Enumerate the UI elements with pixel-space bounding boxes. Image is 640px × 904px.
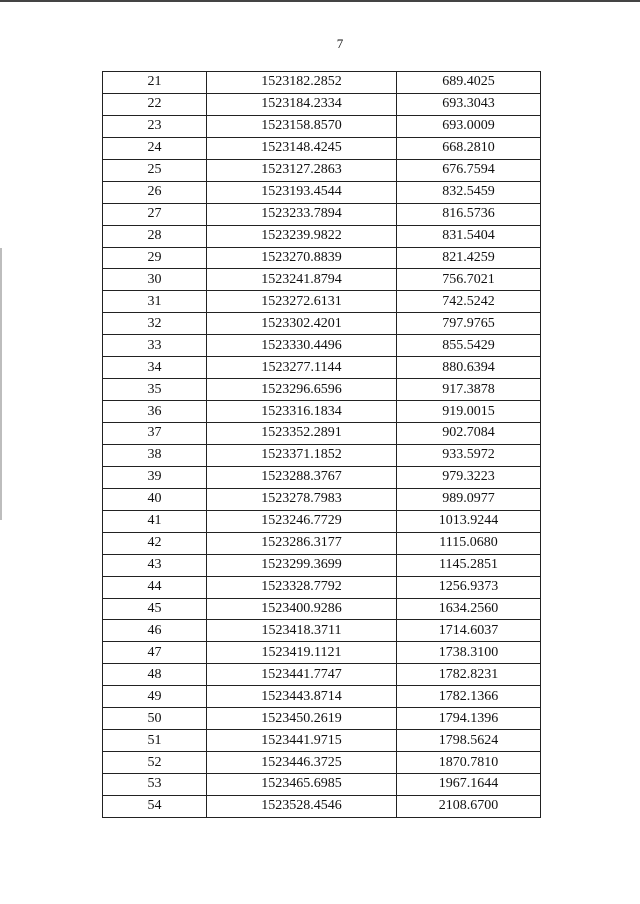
point-number-cell: 39 [103,466,207,488]
table-row [103,686,541,708]
y-coordinate-cell: 1794.1396 [397,708,541,730]
point-number-cell: 37 [103,423,207,445]
x-coordinate-cell: 1523288.3767 [207,466,397,488]
y-coordinate-cell: 668.2810 [397,137,541,159]
y-coordinate-cell: 902.7084 [397,423,541,445]
point-number-cell: 34 [103,357,207,379]
y-coordinate-cell: 1256.9373 [397,576,541,598]
y-coordinate-cell: 989.0977 [397,488,541,510]
table-row [103,554,541,576]
table-row [103,401,541,423]
x-coordinate-cell: 1523328.7792 [207,576,397,598]
point-number-cell: 32 [103,313,207,335]
point-number-cell: 44 [103,576,207,598]
table-row [103,313,541,335]
point-number-cell: 51 [103,730,207,752]
y-coordinate-cell: 742.5242 [397,291,541,313]
point-number-cell: 46 [103,620,207,642]
x-coordinate-cell: 1523278.7983 [207,488,397,510]
table-row [103,795,541,817]
x-coordinate-cell: 1523528.4546 [207,795,397,817]
x-coordinate-cell: 1523302.4201 [207,313,397,335]
table-row [103,598,541,620]
point-number-cell: 28 [103,225,207,247]
table-row [103,225,541,247]
x-coordinate-cell: 1523184.2334 [207,93,397,115]
table-row [103,291,541,313]
point-number-cell: 24 [103,137,207,159]
point-number-cell: 40 [103,488,207,510]
x-coordinate-cell: 1523296.6596 [207,379,397,401]
x-coordinate-cell: 1523400.9286 [207,598,397,620]
point-number-cell: 53 [103,774,207,796]
y-coordinate-cell: 1714.6037 [397,620,541,642]
point-number-cell: 33 [103,335,207,357]
point-number-cell: 21 [103,72,207,94]
x-coordinate-cell: 1523330.4496 [207,335,397,357]
x-coordinate-cell: 1523299.3699 [207,554,397,576]
table-row [103,708,541,730]
point-number-cell: 52 [103,752,207,774]
y-coordinate-cell: 676.7594 [397,159,541,181]
y-coordinate-cell: 1145.2851 [397,554,541,576]
y-coordinate-cell: 832.5459 [397,181,541,203]
y-coordinate-cell: 1967.1644 [397,774,541,796]
table-row [103,642,541,664]
coordinates-table [102,71,541,818]
point-number-cell: 45 [103,598,207,620]
point-number-cell: 47 [103,642,207,664]
x-coordinate-cell: 1523277.1144 [207,357,397,379]
y-coordinate-cell: 2108.6700 [397,795,541,817]
x-coordinate-cell: 1523158.8570 [207,115,397,137]
table-row [103,93,541,115]
table-row [103,466,541,488]
point-number-cell: 38 [103,444,207,466]
x-coordinate-cell: 1523241.8794 [207,269,397,291]
table-row [103,620,541,642]
x-coordinate-cell: 1523443.8714 [207,686,397,708]
table-row [103,664,541,686]
point-number-cell: 43 [103,554,207,576]
y-coordinate-cell: 933.5972 [397,444,541,466]
x-coordinate-cell: 1523182.2852 [207,72,397,94]
y-coordinate-cell: 797.9765 [397,313,541,335]
x-coordinate-cell: 1523446.3725 [207,752,397,774]
table-row [103,488,541,510]
x-coordinate-cell: 1523270.8839 [207,247,397,269]
x-coordinate-cell: 1523148.4245 [207,137,397,159]
x-coordinate-cell: 1523239.9822 [207,225,397,247]
table-row [103,203,541,225]
point-number-cell: 30 [103,269,207,291]
table-row [103,159,541,181]
y-coordinate-cell: 693.3043 [397,93,541,115]
point-number-cell: 41 [103,510,207,532]
table-row [103,423,541,445]
y-coordinate-cell: 855.5429 [397,335,541,357]
y-coordinate-cell: 816.5736 [397,203,541,225]
y-coordinate-cell: 1782.8231 [397,664,541,686]
x-coordinate-cell: 1523418.3711 [207,620,397,642]
x-coordinate-cell: 1523371.1852 [207,444,397,466]
point-number-cell: 48 [103,664,207,686]
table-row [103,379,541,401]
table-row [103,752,541,774]
y-coordinate-cell: 979.3223 [397,466,541,488]
y-coordinate-cell: 919.0015 [397,401,541,423]
y-coordinate-cell: 1798.5624 [397,730,541,752]
point-number-cell: 23 [103,115,207,137]
table-row [103,269,541,291]
point-number-cell: 27 [103,203,207,225]
x-coordinate-cell: 1523246.7729 [207,510,397,532]
table-row [103,444,541,466]
table-row [103,774,541,796]
page-number: 7 [336,36,344,51]
x-coordinate-cell: 1523450.2619 [207,708,397,730]
y-coordinate-cell: 689.4025 [397,72,541,94]
x-coordinate-cell: 1523233.7894 [207,203,397,225]
y-coordinate-cell: 821.4259 [397,247,541,269]
x-coordinate-cell: 1523419.1121 [207,642,397,664]
x-coordinate-cell: 1523193.4544 [207,181,397,203]
y-coordinate-cell: 756.7021 [397,269,541,291]
table-row [103,137,541,159]
table-row [103,510,541,532]
table-row [103,335,541,357]
y-coordinate-cell: 831.5404 [397,225,541,247]
table-row [103,532,541,554]
y-coordinate-cell: 1782.1366 [397,686,541,708]
x-coordinate-cell: 1523316.1834 [207,401,397,423]
point-number-cell: 36 [103,401,207,423]
point-number-cell: 54 [103,795,207,817]
point-number-cell: 22 [103,93,207,115]
x-coordinate-cell: 1523465.6985 [207,774,397,796]
y-coordinate-cell: 1115.0680 [397,532,541,554]
x-coordinate-cell: 1523127.2863 [207,159,397,181]
coordinates-table-body [103,72,541,818]
y-coordinate-cell: 880.6394 [397,357,541,379]
y-coordinate-cell: 1634.2560 [397,598,541,620]
point-number-cell: 49 [103,686,207,708]
point-number-cell: 50 [103,708,207,730]
point-number-cell: 35 [103,379,207,401]
point-number-cell: 25 [103,159,207,181]
table-row [103,115,541,137]
x-coordinate-cell: 1523441.7747 [207,664,397,686]
table-row [103,730,541,752]
x-coordinate-cell: 1523272.6131 [207,291,397,313]
point-number-cell: 31 [103,291,207,313]
table-row [103,72,541,94]
table-row [103,357,541,379]
point-number-cell: 26 [103,181,207,203]
y-coordinate-cell: 1870.7810 [397,752,541,774]
y-coordinate-cell: 917.3878 [397,379,541,401]
y-coordinate-cell: 693.0009 [397,115,541,137]
top-border-line [0,0,640,2]
y-coordinate-cell: 1738.3100 [397,642,541,664]
x-coordinate-cell: 1523352.2891 [207,423,397,445]
scan-edge-mark [0,248,2,520]
y-coordinate-cell: 1013.9244 [397,510,541,532]
table-row [103,181,541,203]
x-coordinate-cell: 1523441.9715 [207,730,397,752]
table-row [103,576,541,598]
point-number-cell: 42 [103,532,207,554]
table-row [103,247,541,269]
point-number-cell: 29 [103,247,207,269]
x-coordinate-cell: 1523286.3177 [207,532,397,554]
